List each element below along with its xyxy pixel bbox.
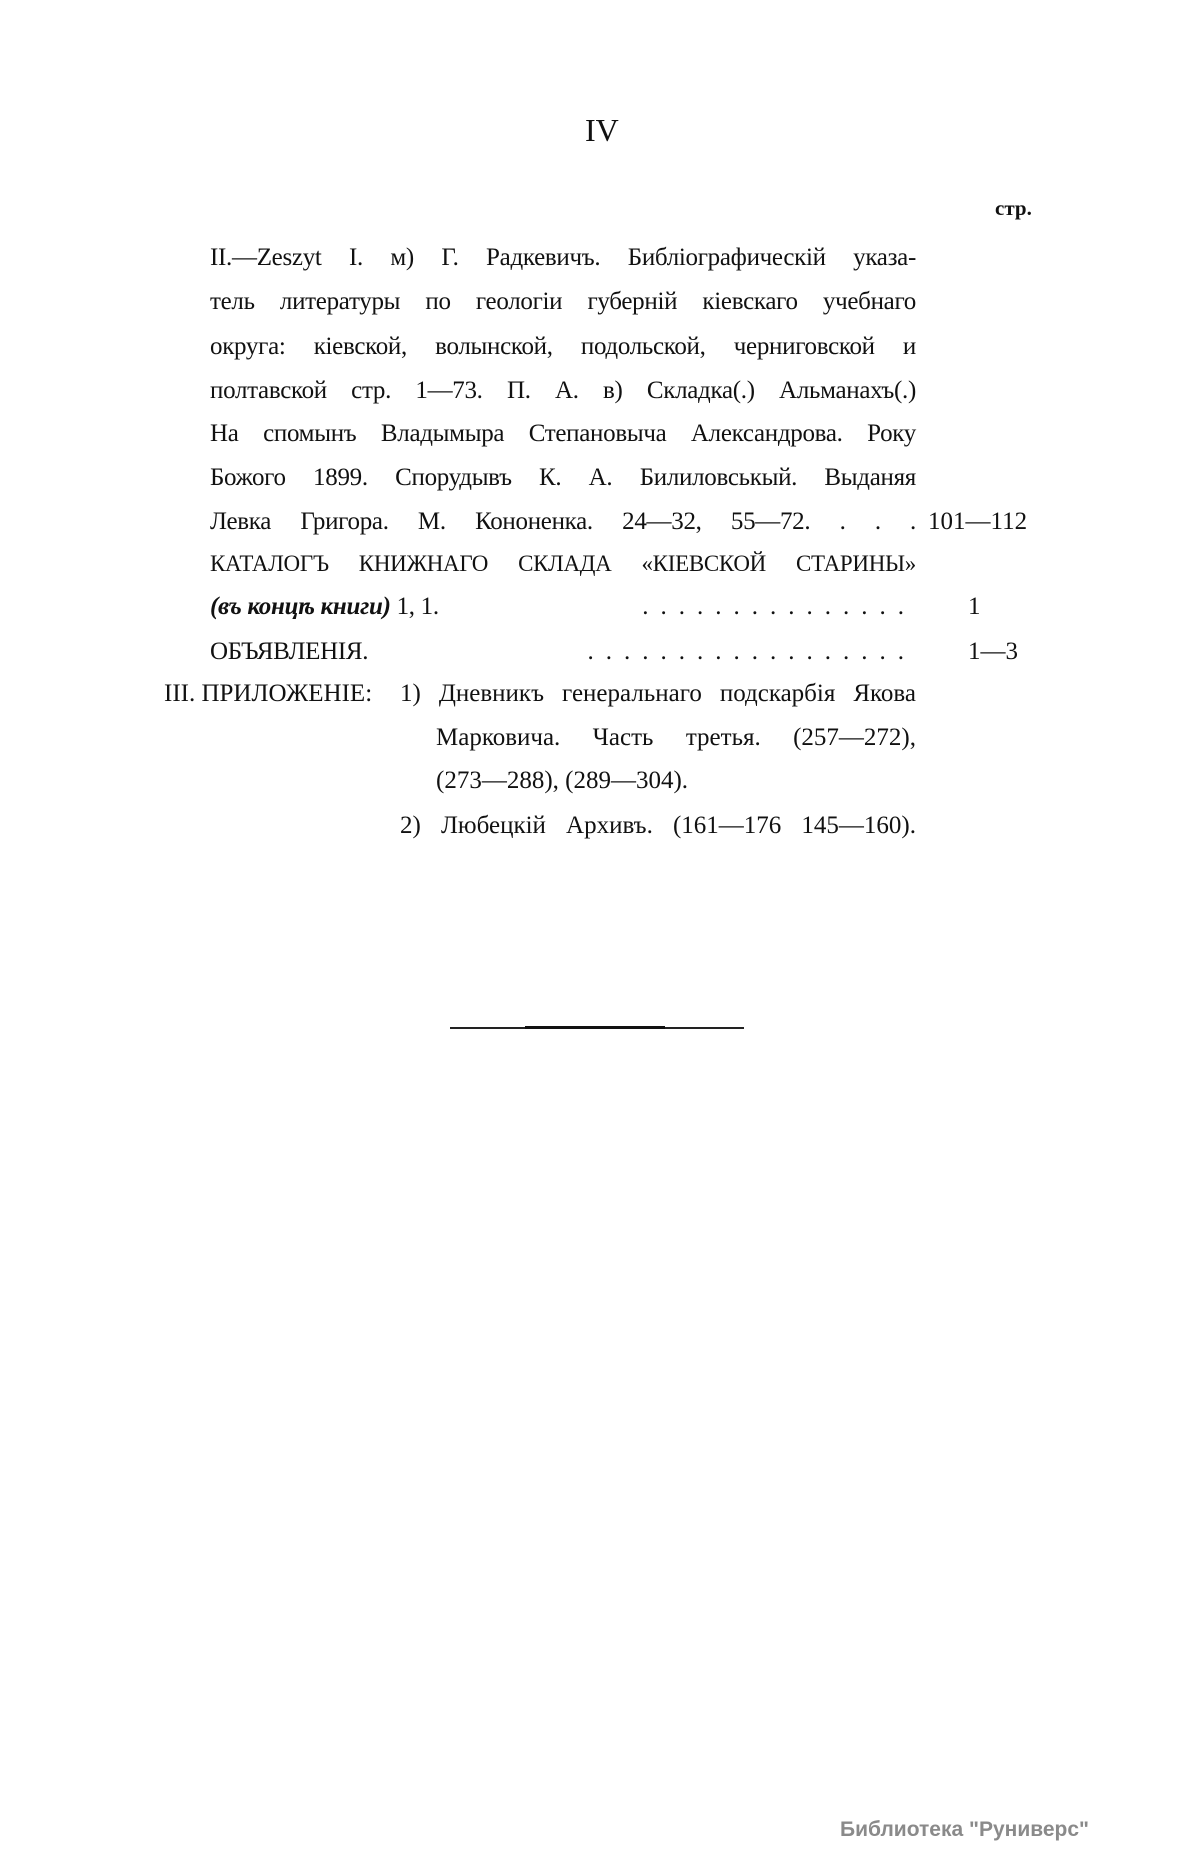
appendix-item-1: 1) Дневникъ генеральнаго подскарбія Якова	[400, 680, 916, 707]
catalog-title: КАТАЛОГЪ КНИЖНАГО СКЛАДА «КІЕВСКОЙ СТАРИНЫ»	[210, 551, 916, 576]
ads-line	[210, 637, 916, 667]
pages-column-header: стр.	[995, 196, 1032, 220]
entry-line: На спомынъ Владымыра Степановыча Александрова. Року	[210, 420, 916, 447]
leader-dots: ..................	[587, 638, 916, 665]
appendix-item-1-cont: Марковича. Часть третья. (257—272),	[436, 724, 916, 751]
entry-line: Божого 1899. Спорудывъ К. А. Билиловськый. Выданяя	[210, 464, 916, 491]
catalog-pages: 1	[968, 593, 981, 620]
entry-line: II.—Zeszyt I. м) Г. Радкевичъ. Библіографическій указа-	[210, 244, 916, 271]
entry-line: тель литературы по геологіи губерній кіевскаго учебнаго	[210, 288, 916, 315]
entry-pages: 101—112	[928, 508, 1028, 535]
ads-label: ОБЪЯВЛЕНІЯ.	[210, 638, 369, 665]
catalog-subline	[210, 592, 916, 622]
leader-dots: ...............	[642, 593, 916, 620]
appendix-item-1-cont: (273—288), (289—304).	[436, 767, 689, 794]
entry-line: полтавской стр. 1—73. П. А. в) Складка(.) Альманахъ(.)	[210, 377, 916, 404]
entry-line: Левка Григора. М. Кононенка. 24—32, 55—72. . . .	[210, 508, 916, 535]
separator-rule-bold	[525, 1026, 665, 1029]
appendix-label: III. ПРИЛОЖЕНІЕ:	[164, 680, 373, 707]
library-watermark: Библиотека "Руниверс"	[840, 1818, 1090, 1841]
page-number: IV	[585, 112, 619, 148]
entry-line: округа: кіевской, волынской, подольской, черниговской и	[210, 333, 916, 360]
catalog-note: (въ концѣ книги)	[210, 593, 391, 620]
ads-pages: 1—3	[968, 638, 1018, 665]
appendix-item-2: 2) Любецкій Архивъ. (161—176 145—160).	[400, 812, 916, 839]
catalog-pages-ref: 1, 1.	[396, 593, 439, 620]
